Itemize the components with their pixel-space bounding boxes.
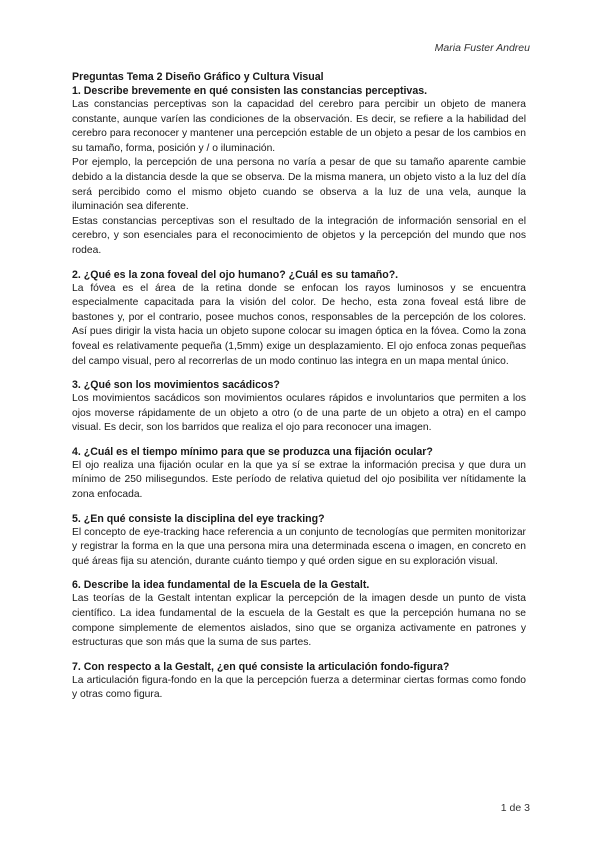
section-7: [72, 660, 526, 703]
page-header-author: Maria Fuster Andreu: [434, 42, 530, 54]
section-2: [72, 268, 526, 370]
question-heading: 4. ¿Cuál es el tiempo mínimo para que se produzca una fijación ocular?: [72, 445, 433, 458]
section-6: [72, 578, 526, 650]
question-heading: 5. ¿En qué consiste la disciplina del eye tracking?: [72, 512, 325, 525]
answer-paragraph: La fóvea es el área de la retina donde se enfocan los rayos luminosos y se encuentra especialmente capacitada para la visión del color. De hecho, esta zona foveal está libre de bastones y, por el contrario, posee muchos conos, responsables de la percepción de los colores. Así pues dirigir la vista hacia un objeto supone colocar su imagen óptica en la fóvea. Como la zona foveal es relativamente pequeña (1,5mm) exige un desplazamiento. El ojo enfoca zonas pequeñas del campo visual, pero al recorrerlas de un modo continuo las integra en un mapa mental único.: [72, 282, 526, 367]
answer-paragraph: Por ejemplo, la percepción de una persona no varía a pesar de que su tamaño aparente cambie debido a la distancia desde la que se observa. De la misma manera, un objeto visto a la luz del día será percibido como el mismo objeto cuando se observa a la luz de una vela, aunque la iluminación sea diferente.: [72, 157, 526, 213]
question-heading: 7. Con respecto a la Gestalt, ¿en qué consiste la articulación fondo-figura?: [72, 660, 450, 673]
answer-paragraph: Los movimientos sacádicos son movimientos oculares rápidos e involuntarios que permiten a los ojos moverse rápidamente de un objeto a otro (o de una parte de un objeto a otra) en el campo visual. Es decir, son los barridos que realiza el ojo para reconocer una imagen.: [72, 393, 526, 434]
document-body: [72, 70, 526, 712]
section-4: [72, 445, 526, 503]
section-3: [72, 378, 526, 436]
answer-paragraph: El concepto de eye-tracking hace referencia a un conjunto de tecnologías que permiten monitorizar y registrar la forma en la que una persona mira una determinada escena o imagen, en concreto en qué áreas fija su atención, durante cuánto tiempo y qué orden sigue en su exploración visual.: [72, 526, 526, 567]
answer-paragraph: La articulación figura-fondo en la que la percepción fuerza a determinar ciertas formas como fondo y otras como figura.: [72, 674, 526, 701]
answer-paragraph: Estas constancias perceptivas son el resultado de la integración de información sensorial en el cerebro, y son esenciales para el reconocimiento de objetos y la percepción del mundo que nos rodea.: [72, 215, 526, 256]
question-heading: 1. Describe brevemente en qué consisten las constancias perceptivas.: [72, 85, 428, 97]
answer-paragraph: El ojo realiza una fijación ocular en la que ya sí se extrae la información precisa y que dura un mínimo de 250 milisegundos. Este período de relativa quietud del ojo posibilita ver nítidamente la zona enfocada.: [72, 459, 526, 501]
section-1: [72, 84, 526, 259]
document-title: Preguntas Tema 2 Diseño Gráfico y Cultura Visual: [72, 71, 324, 83]
question-heading: 2. ¿Qué es la zona foveal del ojo humano? ¿Cuál es su tamaño?.: [72, 268, 399, 281]
question-heading: 3. ¿Qué son los movimientos sacádicos?: [72, 379, 280, 392]
page-number: 1 de 3: [500, 802, 530, 814]
answer-paragraph: Las teorías de la Gestalt intentan explicar la percepción de la imagen desde un punto de vista científico. La idea fundamental de la escuela de la Gestalt es que la percepción humana no se compone simplemente de elementos aislados, sino que se organiza activamente en patrones y estructuras que son más que la suma de sus partes.: [72, 593, 526, 649]
section-5: [72, 512, 526, 570]
answer-paragraph: Las constancias perceptivas son la capacidad del cerebro para percibir un objeto de manera constante, aunque varíen las condiciones de la observación. Es decir, se refiere a la habilidad del cerebro para reconocer y mantener una percepción estable de un objeto a pesar de los cambios en su tamaño, forma, posición y / o iluminación.: [72, 99, 526, 154]
question-heading: 6. Describe la idea fundamental de la Escuela de la Gestalt.: [72, 579, 370, 592]
